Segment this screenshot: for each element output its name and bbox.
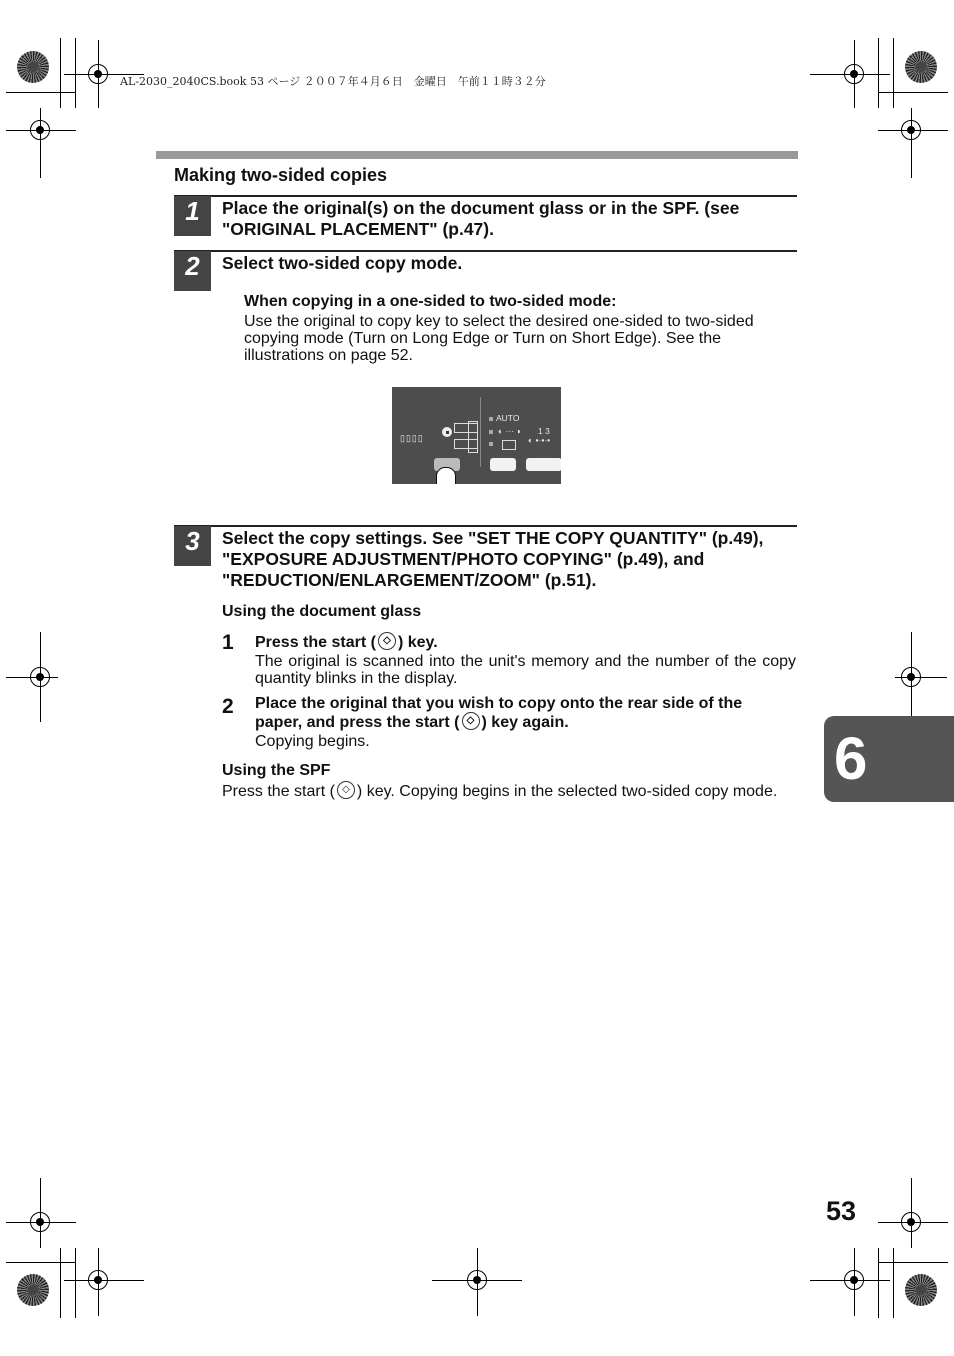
registration-target-icon [30,1212,50,1232]
step-number-2: 2 [174,251,211,291]
registration-target-icon [844,1270,864,1290]
section-title: Making two-sided copies [174,165,388,185]
step-number-1: 1 [174,196,211,236]
step-1-text: Place the original(s) on the document glass or in the SPF. (see "ORIGINAL PLACEMENT" (p.47). [222,198,740,239]
substep-2-title: Place the original that you wish to copy onto the rear side of the paper, and press the start (◇ ) key again. [255,695,796,731]
registration-rosette-icon [17,51,49,83]
photo-mode-icon [502,440,516,450]
registration-target-icon [901,667,921,687]
registration-target-icon [30,667,50,687]
section-top-bar [156,151,798,159]
spf-body: Press the start (◇ ) key. Copying begins in the selected two-sided copy mode. [222,781,777,800]
start-key-icon [337,781,355,799]
registration-target-icon [88,64,108,84]
substep-1-title: Press the start (◇ ) key. [255,632,438,652]
step-divider [174,250,797,252]
registration-target-icon [901,120,921,140]
step-3-text: Select the copy settings. See "SET THE COPY QUANTITY" (p.49), "EXPOSURE ADJUSTMENT/PHOTO COPYING" (p.49), and "REDUCTION/ENLARGEMENT/ZOOM" (p.51). [222,528,764,590]
step-number-3: 3 [174,526,211,566]
auto-label: AUTO [496,413,520,423]
step-2-text: Select two-sided copy mode. [222,253,463,273]
registration-target-icon [88,1270,108,1290]
substep-1-body: The original is scanned into the unit's memory and the number of the copy quantity blinks in the display. [255,653,796,687]
exposure-icon: ◐ ··· ◗ [498,426,522,436]
exposure-scale-numbers: 1 3 [538,426,550,436]
registration-target-icon [30,120,50,140]
spf-heading: Using the SPF [222,762,331,779]
substep-2-body: Copying begins. [255,733,370,750]
tray-icon [468,421,478,453]
finger-pointer-icon [436,467,456,484]
print-header-meta: AL-2030_2040CS.book 53 ページ ２００７年４月６日 金曜日 午前１１時３２分 [120,75,546,88]
step-2-body: Use the original to copy key to select the desired one-sided to two-sided copying mode (Turn on Long Edge or Turn on Short Edge). See the illustrations on page 52. [244,313,754,364]
panel-key[interactable] [490,458,516,471]
start-key-icon [462,712,480,730]
exposure-dots-icon: ◐ ▪·▪·▪ [528,435,551,445]
registration-target-icon [467,1270,487,1290]
substep-number-1: 1 [222,631,234,654]
step-divider [174,525,797,527]
exposure-key[interactable] [526,458,561,471]
chapter-tab [824,716,954,802]
registration-rosette-icon [905,51,937,83]
panel-divider [480,397,481,467]
registration-target-icon [844,64,864,84]
registration-rosette-icon [17,1274,49,1306]
start-key-icon [378,632,396,650]
registration-target-icon [901,1212,921,1232]
chapter-number: 6 [834,725,868,792]
step-2-subheading: When copying in a one-sided to two-sided mode: [244,293,617,310]
duplex-mode-icons: ▯▯▯▯ [400,433,424,443]
registration-rosette-icon [905,1274,937,1306]
step-divider [174,195,797,197]
doc-glass-heading: Using the document glass [222,603,422,620]
page-number: 53 [826,1196,857,1226]
operation-panel-illustration [392,387,561,484]
substep-number-2: 2 [222,695,234,718]
